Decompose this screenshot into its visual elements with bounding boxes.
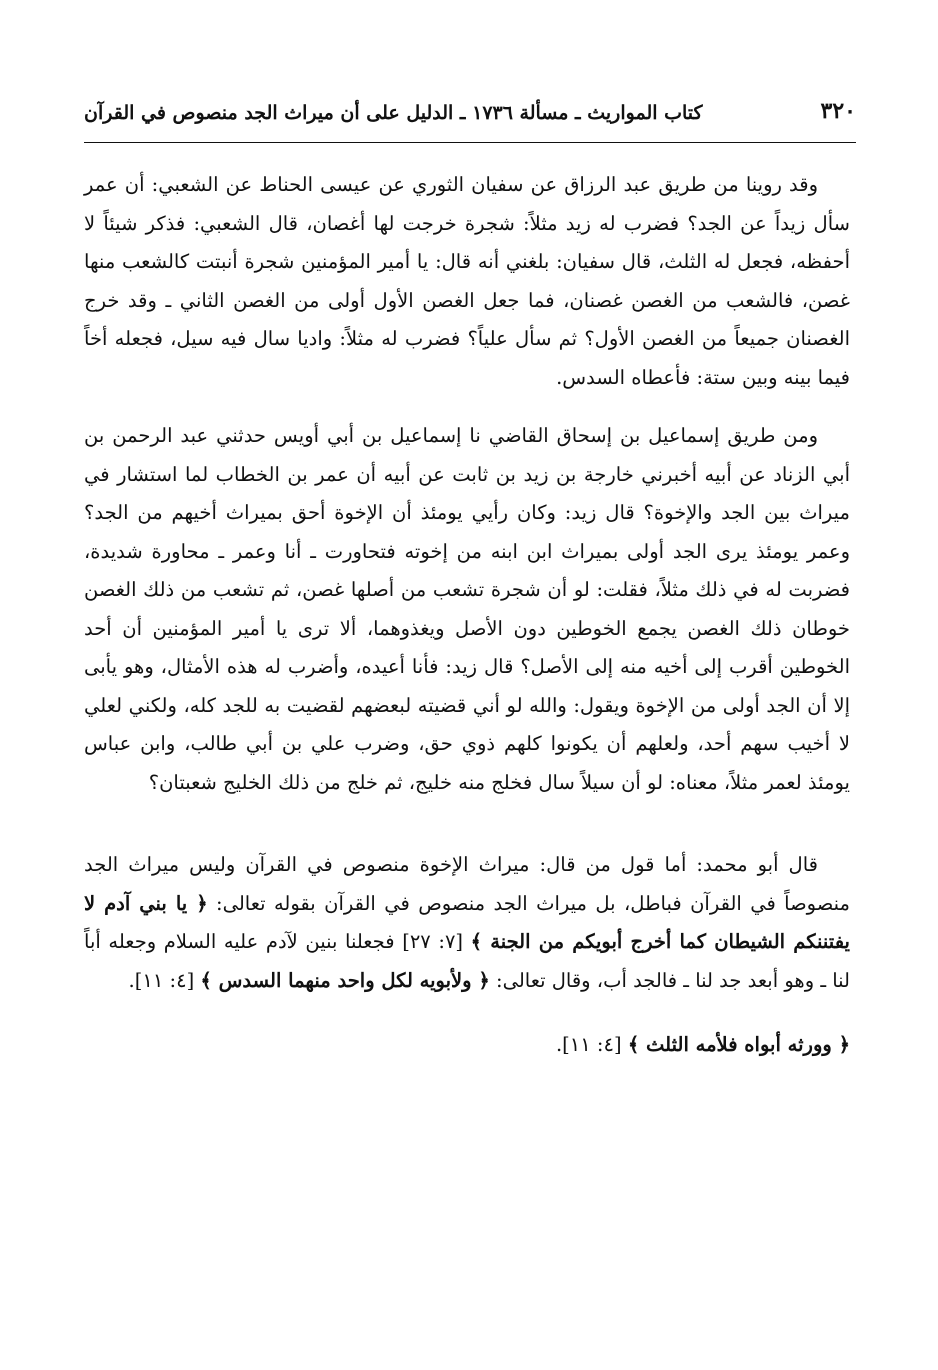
main-text <box>84 166 850 1065</box>
page-header <box>84 82 856 124</box>
paragraph-ismail-narration: ومن طريق إسماعيل بن إسحاق القاضي نا إسماعيل بن أبي أويس حدثني عبد الرحمن بن أبي الزناد عن أبيه أخبرني خارجة بن زيد بن ثابت عن أبيه أن عمر بن الخطاب لما استشار في ميراث بين الجد والإخوة؟ قال زيد: وكان رأيي يومئذ أن الإخوة أحق بميراث أخيهم من الجد؟ وعمر يومئذ يرى الجد أولى بميراث ابن ابنه من إخوته فتحاورت ـ أنا وعمر ـ محاورة شديدة، فضربت له في ذلك مثلاً، فقلت: لو أن شجرة تشعب من أصلها غصن، ثم تشعب من ذلك الغصن خوطان ذلك الغصن يجمع الخوطين دون الأصل ويغذوهما، ألا ترى يا أمير المؤمنين أن أحد الخوطين أقرب إلى أخيه منه إلى الأصل؟ قال زيد: فأنا أعيده، وأضرب له هذه الأمثال، وهو يأبى إلا أن الجد أولى من الإخوة ويقول: والله لو أني قضيته لبعضهم لقضيت به للجد كله، ولكني لعلي لا أخيب سهم أحد، ولعلهم أن يكونوا كلهم ذوي حق، وضرب علي بن أبي طالب، وابن عباس يومئذ لعمر مثلاً، معناه: لو أن سيلاً سال فخلج منه خليج، ثم خلج من ذلك الخليج شعبتان؟ <box>84 424 850 794</box>
header-divider <box>84 142 856 143</box>
verse-reference: [٤: ١١]. <box>128 968 201 992</box>
quran-quote: ﴿ ولأبويه لكل واحد منهما السدس ﴾ <box>200 968 490 992</box>
paragraph-final-verse <box>84 1026 850 1065</box>
paragraph-abu-muhammad <box>84 846 850 1000</box>
running-title: كتاب المواريث ـ مسألة ١٧٣٦ ـ الدليل على أن ميراث الجد منصوص في القرآن <box>84 102 703 124</box>
paragraph-text-segment: قال أبو محمد: أما قول من قال: ميراث الإخوة منصوص في القرآن وليس ميراث الجد منصوصاً في القرآن فباطل، بل ميراث الجد منصوص في القرآن بقوله تعالى: <box>84 853 850 915</box>
paragraph-text-segment: [٧: ٢٧] فجعلنا بنين لآدم عليه السلام وجعله أباً لنا ـ وهو أبعد جد لنا ـ فالجد أب، وقال تعالى: <box>84 930 850 992</box>
page-number: ٣٢٠ <box>820 98 856 124</box>
paragraph-abdulrazzaq-narration: وقد روينا من طريق عبد الرزاق عن سفيان الثوري عن عيسى الحناط عن الشعبي: أن عمر سأل زيداً عن الجد؟ فضرب له زيد مثلاً: شجرة خرجت لها أغصان، قال الشعبي: فذكر شيئاً لا أحفظه، فجعل له الثلث، قال سفيان: بلغني أنه قال: يا أمير المؤمنين شجرة أنبتت كالشعب منها غصن، فالشعب من الغصن غصنان، فما جعل الغصن الأول أولى من الغصن الثاني ـ وقد خرج الغصنان جميعاً من الغصن الأول؟ ثم سأل علياً؟ فضرب له مثلاً: واديا سال فيه سيل، فجعله أخاً فيما بينه وبين ستة: فأعطاه السدس. <box>84 173 850 389</box>
verse-reference: [٤: ١١]. <box>555 1033 628 1056</box>
quran-quote: ﴿ وورثه أبواه فلأمه الثلث ﴾ <box>627 1033 850 1056</box>
quran-quote: ﴿ يا بني آدم لا يفتننكم الشيطان كما أخرج أبويكم من الجنة ﴾ <box>84 891 850 953</box>
